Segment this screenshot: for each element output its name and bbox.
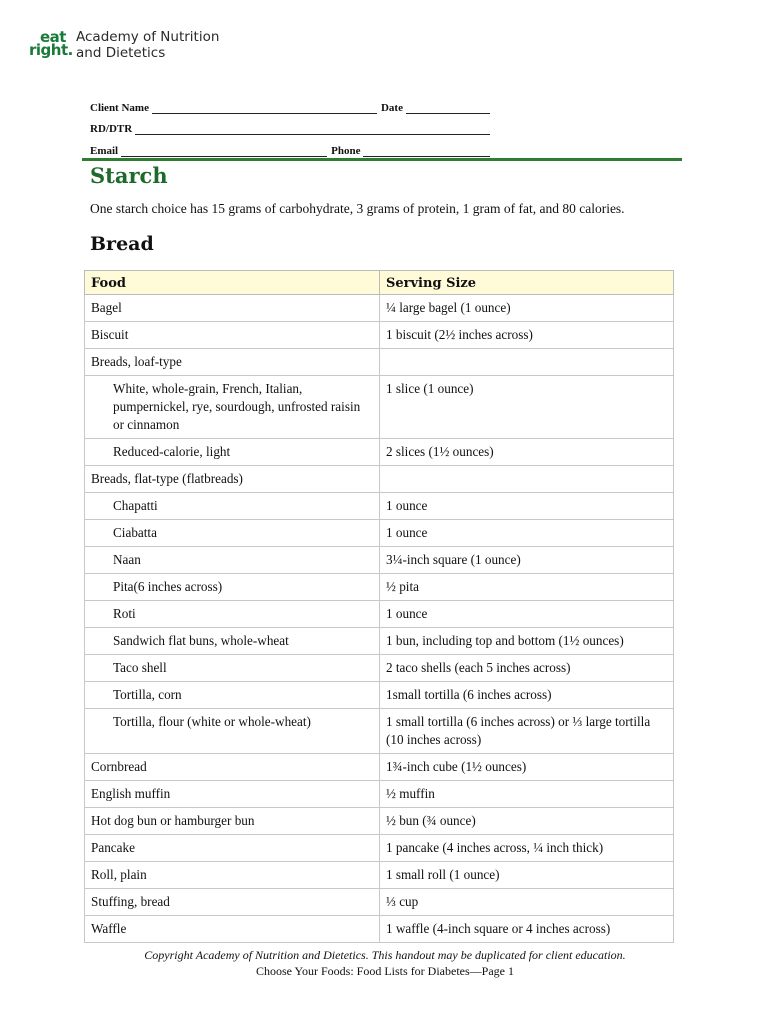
email-field[interactable] bbox=[121, 144, 327, 157]
table-row bbox=[85, 574, 674, 601]
column-header-food: Food bbox=[85, 271, 380, 295]
food-cell: Ciabatta bbox=[85, 520, 380, 547]
serving-cell: ⅓ cup bbox=[380, 889, 674, 916]
food-cell: Chapatti bbox=[85, 493, 380, 520]
table-row bbox=[85, 376, 674, 439]
rd-dtr-row bbox=[90, 114, 490, 136]
serving-cell: 1 small roll (1 ounce) bbox=[380, 862, 674, 889]
serving-cell: 1 ounce bbox=[380, 493, 674, 520]
food-cell: Pancake bbox=[85, 835, 380, 862]
table-row bbox=[85, 754, 674, 781]
food-cell: Sandwich flat buns, whole-wheat bbox=[85, 628, 380, 655]
food-category-cell: Breads, flat-type (flatbreads) bbox=[85, 466, 380, 493]
serving-cell bbox=[380, 466, 674, 493]
food-cell: Tortilla, corn bbox=[85, 682, 380, 709]
email-phone-row bbox=[90, 135, 490, 157]
date-field[interactable] bbox=[406, 101, 490, 114]
logo-text bbox=[76, 29, 219, 61]
food-cell: Tortilla, flour (white or whole-wheat) bbox=[85, 709, 380, 754]
serving-cell: 1 biscuit (2½ inches across) bbox=[380, 322, 674, 349]
food-cell: Roti bbox=[85, 601, 380, 628]
phone-label: Phone bbox=[331, 144, 361, 157]
serving-cell: 1 waffle (4-inch square or 4 inches across) bbox=[380, 916, 674, 943]
section-intro: One starch choice has 15 grams of carbohydrate, 3 grams of protein, 1 gram of fat, and 80 calories. bbox=[90, 201, 625, 216]
serving-cell: 3¼-inch square (1 ounce) bbox=[380, 547, 674, 574]
serving-cell bbox=[380, 349, 674, 376]
serving-cell: 2 taco shells (each 5 inches across) bbox=[380, 655, 674, 682]
serving-cell: 2 slices (1½ ounces) bbox=[380, 439, 674, 466]
food-cell: Roll, plain bbox=[85, 862, 380, 889]
table-row bbox=[85, 781, 674, 808]
table-row bbox=[85, 835, 674, 862]
food-cell: Naan bbox=[85, 547, 380, 574]
table-row bbox=[85, 349, 674, 376]
table-row bbox=[85, 889, 674, 916]
column-header-serving-size: Serving Size bbox=[380, 271, 674, 295]
table-row bbox=[85, 322, 674, 349]
page-footer: Choose Your Foods: Food Lists for Diabetes—Page 1 bbox=[255, 964, 514, 978]
table-row bbox=[85, 295, 674, 322]
food-cell: Reduced-calorie, light bbox=[85, 439, 380, 466]
serving-cell: 1 pancake (4 inches across, ¼ inch thick) bbox=[380, 835, 674, 862]
food-cell: Hot dog bun or hamburger bun bbox=[85, 808, 380, 835]
serving-cell: 1¾-inch cube (1½ ounces) bbox=[380, 754, 674, 781]
logo-line-2: and Dietetics bbox=[76, 45, 166, 61]
table-row bbox=[85, 520, 674, 547]
serving-cell: ½ muffin bbox=[380, 781, 674, 808]
serving-cell: ½ bun (¾ ounce) bbox=[380, 808, 674, 835]
food-cell: Cornbread bbox=[85, 754, 380, 781]
food-cell: White, whole-grain, French, Italian, pumpernickel, rye, sourdough, unfrosted raisin or cinnamon bbox=[85, 376, 380, 439]
food-category-cell: Breads, loaf-type bbox=[85, 349, 380, 376]
table-row bbox=[85, 808, 674, 835]
table-header-row bbox=[85, 271, 674, 295]
eat-right-logo-mark bbox=[28, 28, 76, 64]
serving-cell: 1small tortilla (6 inches across) bbox=[380, 682, 674, 709]
logo-mark-bottom: right. bbox=[29, 41, 73, 59]
food-cell: Biscuit bbox=[85, 322, 380, 349]
food-cell: English muffin bbox=[85, 781, 380, 808]
table-row bbox=[85, 709, 674, 754]
bread-food-table bbox=[84, 270, 674, 943]
rd-dtr-label: RD/DTR bbox=[90, 123, 133, 135]
table-row bbox=[85, 493, 674, 520]
serving-cell: ½ pita bbox=[380, 574, 674, 601]
client-info-form bbox=[90, 92, 490, 157]
section-title: Starch bbox=[90, 163, 168, 188]
serving-cell: 1 small tortilla (6 inches across) or ⅓ large tortilla (10 inches across) bbox=[380, 709, 674, 754]
table-row bbox=[85, 439, 674, 466]
phone-field[interactable] bbox=[363, 144, 490, 157]
table-row bbox=[85, 601, 674, 628]
email-label: Email bbox=[90, 144, 119, 157]
serving-cell: 1 slice (1 ounce) bbox=[380, 376, 674, 439]
food-cell: Waffle bbox=[85, 916, 380, 943]
table-row bbox=[85, 682, 674, 709]
serving-cell: 1 ounce bbox=[380, 601, 674, 628]
table-row bbox=[85, 655, 674, 682]
logo-mark-top: eat bbox=[40, 28, 66, 46]
serving-cell: ¼ large bagel (1 ounce) bbox=[380, 295, 674, 322]
subsection-title: Bread bbox=[90, 233, 154, 255]
serving-cell: 1 bun, including top and bottom (1½ ounces) bbox=[380, 628, 674, 655]
table-row bbox=[85, 547, 674, 574]
serving-cell: 1 ounce bbox=[380, 520, 674, 547]
client-name-field[interactable] bbox=[152, 101, 377, 114]
food-cell: Stuffing, bread bbox=[85, 889, 380, 916]
section-divider bbox=[82, 158, 682, 161]
food-cell: Pita(6 inches across) bbox=[85, 574, 380, 601]
rd-dtr-field[interactable] bbox=[135, 122, 490, 135]
date-label: Date bbox=[380, 101, 403, 114]
client-name-label: Client Name bbox=[90, 101, 149, 114]
table-row bbox=[85, 862, 674, 889]
copyright-notice: Copyright Academy of Nutrition and Dietetics. This handout may be duplicated for client education. bbox=[144, 948, 626, 962]
food-cell: Taco shell bbox=[85, 655, 380, 682]
food-cell: Bagel bbox=[85, 295, 380, 322]
table-row bbox=[85, 916, 674, 943]
table-row bbox=[85, 628, 674, 655]
logo-line-1: Academy of Nutrition bbox=[76, 29, 220, 45]
client-name-row bbox=[90, 92, 490, 114]
table-row bbox=[85, 466, 674, 493]
